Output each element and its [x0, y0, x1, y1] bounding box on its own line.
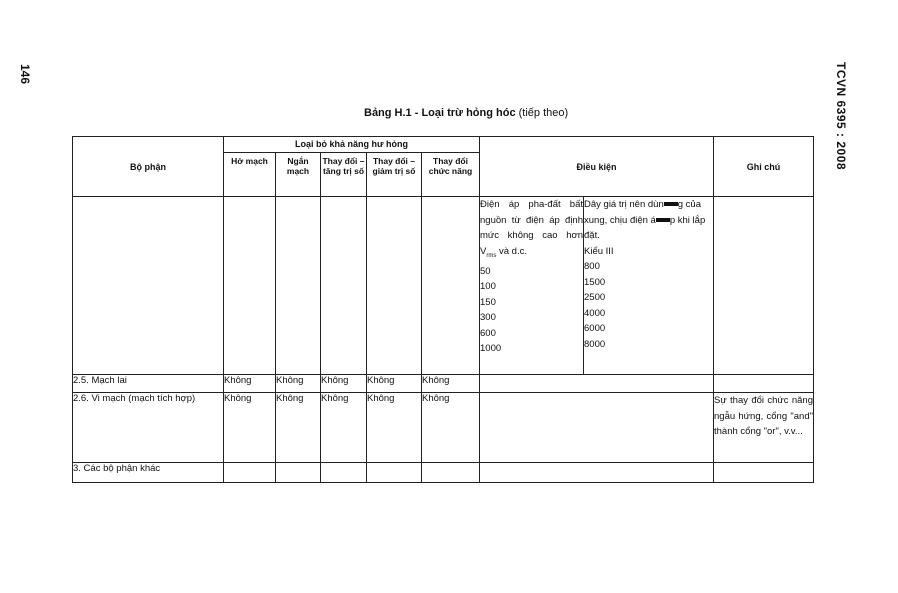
header-component: Bộ phận	[73, 137, 224, 197]
redaction-mark	[656, 218, 670, 222]
condition-cell	[480, 393, 714, 463]
component-cell: 2.6. Vi mạch (mạch tích hợp)	[73, 393, 224, 463]
condition-voltage-cell	[480, 197, 584, 375]
table-caption	[364, 107, 568, 119]
condition-cell	[480, 463, 714, 483]
condition-cell	[480, 375, 714, 393]
page-number: 146	[18, 64, 32, 85]
value-cell: Không	[422, 393, 480, 463]
value-cell: Không	[367, 393, 422, 463]
standard-code: TCVN 6395 : 2008	[834, 62, 848, 171]
redaction-mark	[664, 202, 678, 206]
component-cell: 3. Các bộ phận khác	[73, 463, 224, 483]
value-cell	[321, 463, 367, 483]
header-failure-group: Loại bỏ khả năng hư hỏng	[224, 137, 480, 153]
impulse-type-header: Kiểu III	[584, 245, 614, 257]
caption-title: Bảng H.1 - Loại trừ hỏng hóc	[364, 107, 516, 119]
impulse-value: 800	[584, 261, 600, 272]
header-open-circuit: Hở mạch	[224, 153, 276, 197]
value-cell	[422, 463, 480, 483]
value-cell: Không	[321, 375, 367, 393]
condition-voltage-text: Điện áp pha-đất bất nguồn từ điện áp định mức không cao hơn $V_{rms}$ và d.c.	[480, 199, 583, 259]
voltage-value: 100	[480, 281, 496, 293]
value-cell	[367, 197, 422, 375]
impulse-value: 2500	[584, 292, 606, 303]
impulse-value: 1500	[584, 276, 606, 288]
value-cell	[224, 463, 276, 483]
header-notes: Ghi chú	[714, 137, 814, 197]
voltage-value: 300	[480, 312, 496, 324]
header-conditions: Điều kiện	[480, 137, 714, 197]
header-value-decrease: Thay đổi – giảm trị số	[367, 153, 422, 197]
header-value-increase: Thay đổi – tăng trị số	[321, 153, 367, 197]
table-row	[73, 393, 814, 463]
component-cell: 2.5. Mạch lai	[73, 375, 224, 393]
voltage-value: 1000	[480, 343, 502, 355]
impulse-value: 4000	[584, 307, 606, 319]
table-row	[73, 197, 814, 375]
header-short-circuit: Ngắn mạch	[276, 153, 321, 197]
condition-impulse-text: Dây giá trị nên dùn g của xung, chịu điện á p khi lắp đặt.	[584, 199, 706, 241]
condition-impulse-cell	[584, 197, 714, 375]
note-cell	[714, 375, 814, 393]
caption-suffix: (tiếp theo)	[518, 107, 569, 119]
value-cell	[276, 197, 321, 375]
value-cell: Không	[367, 375, 422, 393]
value-cell: Không	[224, 393, 276, 463]
value-cell: Không	[224, 375, 276, 393]
note-cell	[714, 197, 814, 375]
value-cell: Không	[321, 393, 367, 463]
value-cell	[321, 197, 367, 375]
value-cell: Không	[276, 375, 321, 393]
value-cell	[367, 463, 422, 483]
note-cell	[714, 463, 814, 483]
voltage-value: 50	[480, 265, 491, 277]
component-cell	[73, 197, 224, 375]
note-cell: Sự thay đổi chức năng ngẫu hứng, cổng "and" thành cổng "or", v.v...	[714, 393, 814, 463]
table-row	[73, 463, 814, 483]
value-cell	[224, 197, 276, 375]
impulse-value: 6000	[584, 323, 606, 334]
voltage-value: 150	[480, 296, 496, 308]
failure-exclusion-table	[72, 136, 814, 483]
table-row	[73, 375, 814, 393]
impulse-value: 8000	[584, 338, 606, 350]
value-cell: Không	[422, 375, 480, 393]
value-cell	[422, 197, 480, 375]
value-cell	[276, 463, 321, 483]
value-cell: Không	[276, 393, 321, 463]
header-function-change: Thay đổi chức năng	[422, 153, 480, 197]
voltage-value: 600	[480, 327, 496, 339]
